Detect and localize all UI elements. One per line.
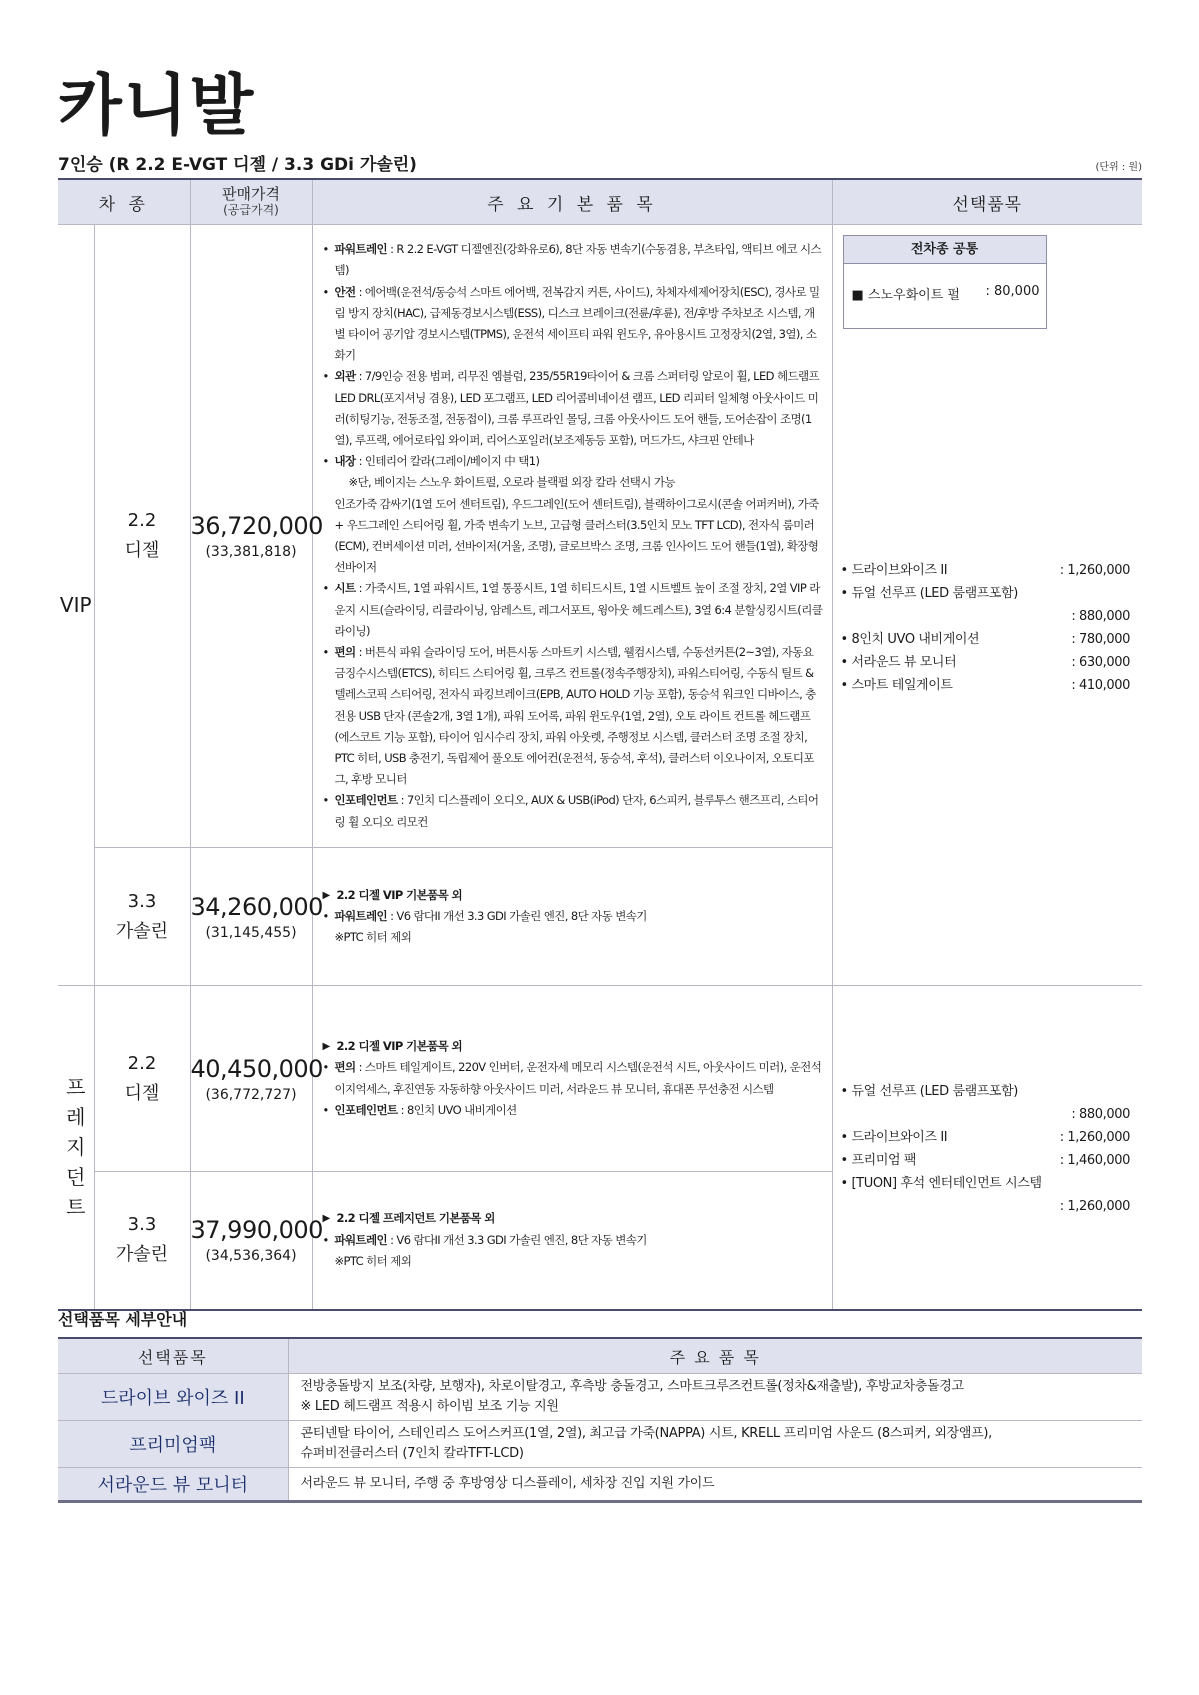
list-item: • 듀얼 선루프 (LED 룸램프포함) : 880,000: [841, 1080, 1131, 1126]
grade-president: [58, 986, 94, 1310]
price-cell: [190, 986, 323, 1172]
model-engine: 3.3: [127, 890, 157, 912]
memo: ※PTC 히터 제외: [334, 1253, 412, 1268]
base-note: ▶ 2.2 디젤 VIP 기본품목 외: [323, 1036, 824, 1057]
grade-president-label: 프레지던트: [66, 1075, 86, 1220]
model-fuel: 디젤: [124, 1082, 160, 1104]
table-row: [58, 986, 1142, 1172]
detail-option-desc: 서라운드 뷰 모니터, 주행 중 후방영상 디스플레이, 세차장 진입 지원 가이드: [288, 1468, 1142, 1502]
page-subtitle: 7인승 (R 2.2 E-VGT 디젤 / 3.3 GDi 가솔린): [58, 155, 417, 175]
price-header-label: 판매가격: [222, 185, 280, 203]
model-fuel: 가솔린: [115, 920, 169, 942]
president-option-list: [841, 1080, 1131, 1218]
sale-price: 37,990,000: [190, 1216, 323, 1245]
model-engine: 2.2: [127, 510, 157, 531]
interior-note: ※단, 베이지는 스노우 화이트펄, 오로라 블랙펄 외장 칼라 선택시 가능: [348, 475, 675, 490]
model-cell: [94, 848, 190, 986]
model-cell: [94, 225, 190, 848]
list-item: • 8인치 UVO 내비게이션 : 780,000: [841, 628, 1131, 651]
detail-section-title: 선택품목 세부안내: [58, 1310, 188, 1329]
option-detail-table: [58, 1337, 1142, 1503]
features-cell: [312, 1172, 832, 1310]
detail-option-desc: 전방충돌방지 보조(차량, 보행자), 차로이탈경고, 후측방 충돌경고, 스마트크루즈컨트롤(정차&재출발), 후방교차충돌경고 ※ LED 헤드램프 적용시 하이빔 보조 기능 지원: [288, 1374, 1142, 1421]
price-header-sub: (공급가격): [223, 203, 279, 217]
memo: ※PTC 히터 제외: [334, 930, 412, 945]
model-cell: [94, 1172, 190, 1310]
grade-vip: VIP: [58, 225, 94, 986]
supply-price: (33,381,818): [205, 544, 297, 560]
table-row: [58, 1374, 1142, 1421]
features-cell: [312, 986, 832, 1172]
table-row: [58, 225, 1142, 848]
options-header: 선택품목: [832, 179, 1142, 225]
list-item: • 안전 : 에어백(운전석/동승석 스마트 에어백, 전복감지 커튼, 사이드), 차체자세제어장치(ESC), 경사로 밀림 방지 장치(HAC), 급제동경보시스템(ESS), 디스크 브레이크(전륜/후륜), 전/후방 주차보조 시스템, 개별 타이어 공기압 경보시스템(TPMS), 운전석 세이프티 파워 윈도우, 유아용시트 고정장치(2열, 3열), 소화기: [323, 282, 824, 367]
vip-options-cell: [832, 225, 1142, 986]
model-cell: [94, 986, 190, 1172]
price-cell: [190, 848, 323, 986]
features-header: 주 요 기 본 품 목: [312, 179, 832, 225]
president-options-cell: [832, 986, 1142, 1310]
price-table: [58, 178, 1142, 1311]
list-item: • 편의 : 버튼식 파워 슬라이딩 도어, 버튼시동 스마트키 시스템, 웰컴시스템, 수동선커튼(2~3열), 자동요금징수시스템(ETCS), 히티드 스티어링 휠, 크루즈 컨트롤(정속주행장치), 파워스티어링, 수동식 틸트 & 텔레스코픽 스티어링, 전자식 파킹브레이크(EPB, AUTO HOLD 기능 포함), 동승석 워크인 디바이스, 충전용 USB 단자 (콘솔2개, 3열 1개), 파워 도어록, 파워 윈도우(1열, 2열), 오토 라이트 컨트롤 헤드램프(에스코트 기능 포함), 타이어 임시수리 장치, 파워 아웃렛, 주행정보 시스템, 클러스터 조명 조절 장치, PTC 히터, USB 충전기, 독립제어 풀오토 에어컨(운전석, 동승석, 후석), 클러스터 이오나이저, 오토디포그, 후방 모니터: [323, 642, 824, 790]
list-item: • 서라운드 뷰 모니터 : 630,000: [841, 651, 1131, 674]
common-option-name: ■ 스노우화이트 펄: [851, 288, 960, 303]
list-item: • 편의 : 스마트 테일게이트, 220V 인버터, 운전자세 메모리 시스템(운전석 시트, 아웃사이드 미러), 운전석 이지억세스, 후진연동 자동하향 아웃사이드 미러, 서라운드 뷰 모니터, 휴대폰 무선충전 시스템: [323, 1057, 824, 1099]
list-item: • 인포테인먼트 : 8인치 UVO 내비게이션: [323, 1100, 824, 1121]
detail-option-desc: 콘티넨탈 타이어, 스테인리스 도어스커프(1열, 2열), 최고급 가죽(NAPPA) 시트, KRELL 프리미엄 사운드 (8스피커, 외장앰프), 슈퍼비전클러스터 (7인치 칼라TFT-LCD): [288, 1421, 1142, 1468]
list-item: • 외관 : 7/9인승 전용 범퍼, 리무진 엠블럼, 235/55R19타이어 & 크롬 스퍼터링 알로이 휠, LED 헤드램프 LED DRL(포지셔닝 겸용), LED 포그램프, LED 리어콤비네이션 램프, LED 리피터 일체형 아웃사이드 미러(히팅기능, 전동조절, 전동접이), 크롬 루프라인 몰딩, 크롬 아웃사이드 도어 핸들, 도어손잡이 조명(1열), 루프랙, 에어로타입 와이퍼, 리어스포일러(보조제동등 포함), 머드가드, 샤크핀 안테나: [323, 366, 824, 451]
list-item: • 파워트레인 : V6 람다II 개선 3.3 GDI 가솔린 엔진, 8단 자동 변속기: [323, 906, 824, 927]
sale-price: 34,260,000: [190, 892, 323, 921]
list-item: • 인포테인먼트 : 7인치 디스플레이 오디오, AUX & USB(iPod) 단자, 6스피커, 블루투스 핸즈프리, 스티어링 휠 오디오 리모컨: [323, 790, 824, 832]
model-engine: 2.2: [127, 1052, 157, 1074]
supply-price: (31,145,455): [205, 924, 297, 941]
detail-option-name: 서라운드 뷰 모니터: [58, 1468, 288, 1502]
sale-price: 36,720,000: [190, 512, 323, 540]
supply-price: (36,772,727): [205, 1086, 297, 1103]
price-header: [190, 179, 312, 225]
list-item: • [TUON] 후석 엔터테인먼트 시스템 : 1,260,000: [841, 1172, 1131, 1218]
base-note: ▶ 2.2 디젤 VIP 기본품목 외: [323, 885, 824, 906]
detail-table-header: [58, 1338, 1142, 1374]
list-item: • 내장 : 인테리어 칼라(그레이/베이지 中 택1): [323, 451, 824, 472]
list-item: • 파워트레인 : V6 람다II 개선 3.3 GDI 가솔린 엔진, 8단 자동 변속기: [323, 1230, 824, 1251]
supply-price: (34,536,364): [205, 1248, 297, 1265]
list-item: • 드라이브와이즈 II : 1,260,000: [841, 559, 1131, 582]
price-table-header: [58, 179, 1142, 225]
common-option-row: [844, 264, 1046, 303]
vip-option-list: [841, 559, 1131, 697]
base-note: ▶ 2.2 디젤 프레지던트 기본품목 외: [323, 1208, 824, 1229]
detail-option-name: 드라이브 와이즈 II: [58, 1374, 288, 1421]
detail-col-option: 선택품목: [58, 1338, 288, 1374]
list-item: • 스마트 테일게이트 : 410,000: [841, 674, 1131, 697]
common-option-header: 전차종 공통: [844, 236, 1046, 264]
list-item: • 프리미엄 팩 : 1,460,000: [841, 1149, 1131, 1172]
list-item: • 드라이브와이즈 II : 1,260,000: [841, 1126, 1131, 1149]
bottom-divider: [58, 1500, 1142, 1503]
unit-note: (단위 : 원): [1095, 162, 1142, 173]
list-item: • 시트 : 가죽시트, 1열 파워시트, 1열 통풍시트, 1열 히티드시트, 1열 시트벨트 높이 조절 장치, 2열 VIP 라운지 시트(슬라이딩, 리클라이닝, 암레스트, 레그서포트, 윙아웃 헤드레스트), 3열 6:4 분할싱킹시트(리클라이닝): [323, 578, 824, 642]
list-item: • 듀얼 선루프 (LED 룸램프포함) : 880,000: [841, 582, 1131, 628]
common-option-box: [843, 235, 1047, 329]
detail-option-name: 프리미엄팩: [58, 1421, 288, 1468]
price-cell: [190, 1172, 323, 1310]
page-title: 카니발: [58, 67, 256, 144]
common-option-price: : 80,000: [985, 284, 1040, 299]
model-fuel: 디젤: [124, 540, 160, 561]
list-item: • 파워트레인 : R 2.2 E-VGT 디젤엔진(강화유로6), 8단 자동 변속기(수동겸용, 부츠타입, 액티브 에코 시스템): [323, 239, 824, 281]
interior-more: 인조가죽 감싸기(1열 도어 센터트림), 우드그레인(도어 센터트림), 블랙하이그로시(콘솔 어퍼커버), 가죽 + 우드그레인 스티어링 휠, 가죽 변속기 노브, 고급형 클러스터(3.5인치 모노 TFT LCD), 전자식 룸미러(ECM), 컨버세이션 미러, 선바이저(거울, 조명), 글로브박스 조명, 크롬 인사이드 도어 핸들(1열), 확장형 선바이저: [334, 496, 819, 575]
model-fuel: 가솔린: [115, 1244, 169, 1266]
features-cell: [312, 225, 832, 848]
table-row: [58, 1421, 1142, 1468]
table-row: [58, 1468, 1142, 1502]
model-engine: 3.3: [127, 1214, 157, 1236]
features-cell: [312, 848, 832, 986]
trim-header: 차 종: [58, 179, 190, 225]
price-cell: [190, 225, 323, 848]
detail-col-items: 주 요 품 목: [288, 1338, 1142, 1374]
sale-price: 40,450,000: [190, 1054, 323, 1083]
